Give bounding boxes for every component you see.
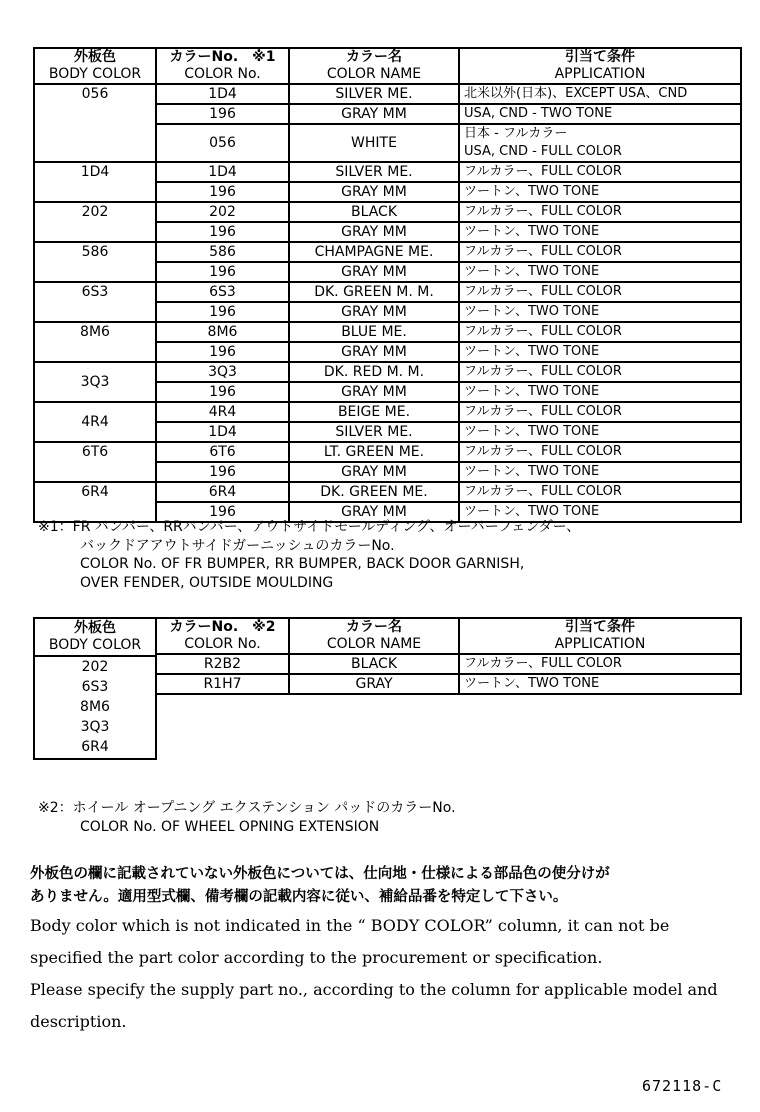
- color-no-cell: R1H7: [156, 674, 289, 694]
- footnote-1-line: COLOR No. OF FR BUMPER, RR BUMPER, BACK DOOR GARNISH,: [80, 556, 525, 572]
- color-no-cell: 586: [156, 242, 289, 262]
- english-notice-line: description.: [30, 1012, 127, 1031]
- header-color-name: カラー名 COLOR NAME: [289, 48, 459, 84]
- color-name-cell: CHAMPAGNE ME.: [289, 242, 459, 262]
- application-cell: フルカラー、FULL COLOR: [459, 482, 741, 502]
- color-no-cell: 3Q3: [156, 362, 289, 382]
- body-color-table-1: [33, 47, 742, 523]
- application-cell: ツートン、TWO TONE: [459, 262, 741, 282]
- color-no-cell: 196: [156, 222, 289, 242]
- header-color-name: カラー名 COLOR NAME: [289, 618, 459, 654]
- table-row: [34, 362, 741, 382]
- color-no-cell: 196: [156, 502, 289, 522]
- color-no-cell: 056: [156, 124, 289, 162]
- color-name-cell: BLACK: [289, 654, 459, 674]
- color-name-cell: SILVER ME.: [289, 162, 459, 182]
- application-cell: 日本 - フルカラー USA, CND - FULL COLOR: [459, 124, 741, 162]
- color-name-cell: WHITE: [289, 124, 459, 162]
- color-no-cell: 196: [156, 462, 289, 482]
- table-row: [34, 242, 741, 262]
- footnote-2-line: COLOR No. OF WHEEL OPNING EXTENSION: [80, 818, 380, 835]
- header-color-no: カラーNo. ※1 COLOR No.: [156, 48, 289, 84]
- color-name-cell: BLACK: [289, 202, 459, 222]
- application-cell: フルカラー、FULL COLOR: [459, 282, 741, 302]
- body-color-cell: 056: [34, 84, 156, 162]
- application-cell: 北米以外(日本)、EXCEPT USA、CND: [459, 84, 741, 104]
- color-name-cell: GRAY MM: [289, 182, 459, 202]
- body-color-cell: 6R4: [34, 482, 156, 522]
- english-notice-line: Please specify the supply part no., according to the column for applicable model and: [30, 980, 718, 999]
- application-cell: ツートン、TWO TONE: [459, 182, 741, 202]
- body-color-table-2: [155, 617, 742, 695]
- body-color-value: 3Q3: [80, 719, 110, 735]
- color-name-cell: GRAY MM: [289, 462, 459, 482]
- header-application: 引当て条件 APPLICATION: [459, 48, 741, 84]
- color-name-cell: GRAY MM: [289, 382, 459, 402]
- english-notice-paragraph: [30, 916, 718, 1044]
- table-header-row: [156, 618, 741, 654]
- table-header-row: [34, 48, 741, 84]
- color-no-cell: 202: [156, 202, 289, 222]
- body-color-list: [35, 657, 155, 757]
- application-cell: フルカラー、FULL COLOR: [459, 322, 741, 342]
- color-name-cell: SILVER ME.: [289, 84, 459, 104]
- header-body-color: 外板色 BODY COLOR: [34, 48, 156, 84]
- color-no-cell: 4R4: [156, 402, 289, 422]
- color-no-cell: 6S3: [156, 282, 289, 302]
- application-cell: ツートン、TWO TONE: [459, 222, 741, 242]
- color-name-cell: LT. GREEN ME.: [289, 442, 459, 462]
- body-color-value: 6R4: [81, 739, 109, 755]
- footnote-2: [38, 799, 456, 836]
- color-name-cell: SILVER ME.: [289, 422, 459, 442]
- body-color-value: 202: [81, 659, 109, 675]
- color-name-cell: GRAY MM: [289, 222, 459, 242]
- footnote-1: [38, 518, 580, 592]
- application-cell: ツートン、TWO TONE: [459, 342, 741, 362]
- table-row: [34, 162, 741, 182]
- table-row: [156, 654, 741, 674]
- body-color-cell: 8M6: [34, 322, 156, 362]
- color-name-cell: DK. GREEN ME.: [289, 482, 459, 502]
- color-no-cell: 1D4: [156, 422, 289, 442]
- color-name-cell: GRAY: [289, 674, 459, 694]
- body-color-cell: 6S3: [34, 282, 156, 322]
- color-no-cell: 1D4: [156, 84, 289, 104]
- japanese-notice-line: ありません。適用型式欄、備考欄の記載内容に従い、補給品番を特定して下さい。: [30, 889, 568, 905]
- body-color-value: 6S3: [81, 679, 109, 695]
- color-no-cell: 6R4: [156, 482, 289, 502]
- footnote-1-line: バックドアアウトサイドガーニッシュのカラーNo.: [80, 537, 395, 554]
- color-no-cell: 196: [156, 182, 289, 202]
- body-color-cell: 1D4: [34, 162, 156, 202]
- application-cell: フルカラー、FULL COLOR: [459, 162, 741, 182]
- color-name-cell: DK. GREEN M. M.: [289, 282, 459, 302]
- color-name-cell: GRAY MM: [289, 302, 459, 322]
- header-body-color: 外板色 BODY COLOR: [35, 619, 155, 657]
- application-cell: ツートン、TWO TONE: [459, 302, 741, 322]
- document-number: 672118-C: [642, 1077, 723, 1095]
- table-row: [34, 402, 741, 422]
- color-name-cell: GRAY MM: [289, 502, 459, 522]
- body-color-table-2-column: [33, 617, 157, 760]
- color-no-cell: 196: [156, 302, 289, 322]
- application-cell: フルカラー、FULL COLOR: [459, 242, 741, 262]
- application-cell: ツートン、TWO TONE: [459, 674, 741, 694]
- table-row: [34, 482, 741, 502]
- body-color-value: 8M6: [80, 699, 110, 715]
- body-color-cell: 586: [34, 242, 156, 282]
- table-row: [34, 442, 741, 462]
- table-row: [156, 674, 741, 694]
- application-cell: フルカラー、FULL COLOR: [459, 442, 741, 462]
- body-color-cell: 3Q3: [34, 362, 156, 402]
- english-notice-line: Body color which is not indicated in the “ BODY COLOR” column, it can not be: [30, 916, 670, 935]
- japanese-notice-paragraph: [30, 863, 610, 909]
- application-cell: フルカラー、FULL COLOR: [459, 202, 741, 222]
- color-name-cell: GRAY MM: [289, 342, 459, 362]
- table-row: [34, 282, 741, 302]
- application-cell: ツートン、TWO TONE: [459, 382, 741, 402]
- application-cell: ツートン、TWO TONE: [459, 502, 741, 522]
- japanese-notice-line: 外板色の欄に記載されていない外板色については、仕向地・仕様による部品色の使分けが: [30, 866, 610, 882]
- table-row: [34, 84, 741, 104]
- color-no-cell: 196: [156, 342, 289, 362]
- color-name-cell: GRAY MM: [289, 262, 459, 282]
- color-no-cell: 196: [156, 104, 289, 124]
- color-no-cell: 6T6: [156, 442, 289, 462]
- application-cell: フルカラー、FULL COLOR: [459, 654, 741, 674]
- table-row: [34, 322, 741, 342]
- color-no-cell: 8M6: [156, 322, 289, 342]
- footnote-1-line: ※1：FR バンパー、RRバンパー、アウトサイドモールディング、オーバーフェンダー、: [38, 519, 581, 535]
- application-cell: ツートン、TWO TONE: [459, 422, 741, 442]
- color-no-cell: 196: [156, 382, 289, 402]
- english-notice-line: specified the part color according to the procurement or specification.: [30, 948, 603, 967]
- application-cell: ツートン、TWO TONE: [459, 462, 741, 482]
- table-row: [34, 202, 741, 222]
- application-cell: USA, CND - TWO TONE: [459, 104, 741, 124]
- application-cell: フルカラー、FULL COLOR: [459, 402, 741, 422]
- body-color-cell: 6T6: [34, 442, 156, 482]
- footnote-2-line: ※2：ホイール オープニング エクステンション パッドのカラーNo.: [38, 800, 456, 816]
- footnote-1-line: OVER FENDER, OUTSIDE MOULDING: [80, 574, 334, 591]
- application-cell: フルカラー、FULL COLOR: [459, 362, 741, 382]
- color-name-cell: BLUE ME.: [289, 322, 459, 342]
- color-name-cell: DK. RED M. M.: [289, 362, 459, 382]
- body-color-cell: 4R4: [34, 402, 156, 442]
- color-no-cell: R2B2: [156, 654, 289, 674]
- color-name-cell: BEIGE ME.: [289, 402, 459, 422]
- body-color-cell: 202: [34, 202, 156, 242]
- header-color-no: カラーNo. ※2 COLOR No.: [156, 618, 289, 654]
- header-application: 引当て条件 APPLICATION: [459, 618, 741, 654]
- color-name-cell: GRAY MM: [289, 104, 459, 124]
- color-no-cell: 1D4: [156, 162, 289, 182]
- color-no-cell: 196: [156, 262, 289, 282]
